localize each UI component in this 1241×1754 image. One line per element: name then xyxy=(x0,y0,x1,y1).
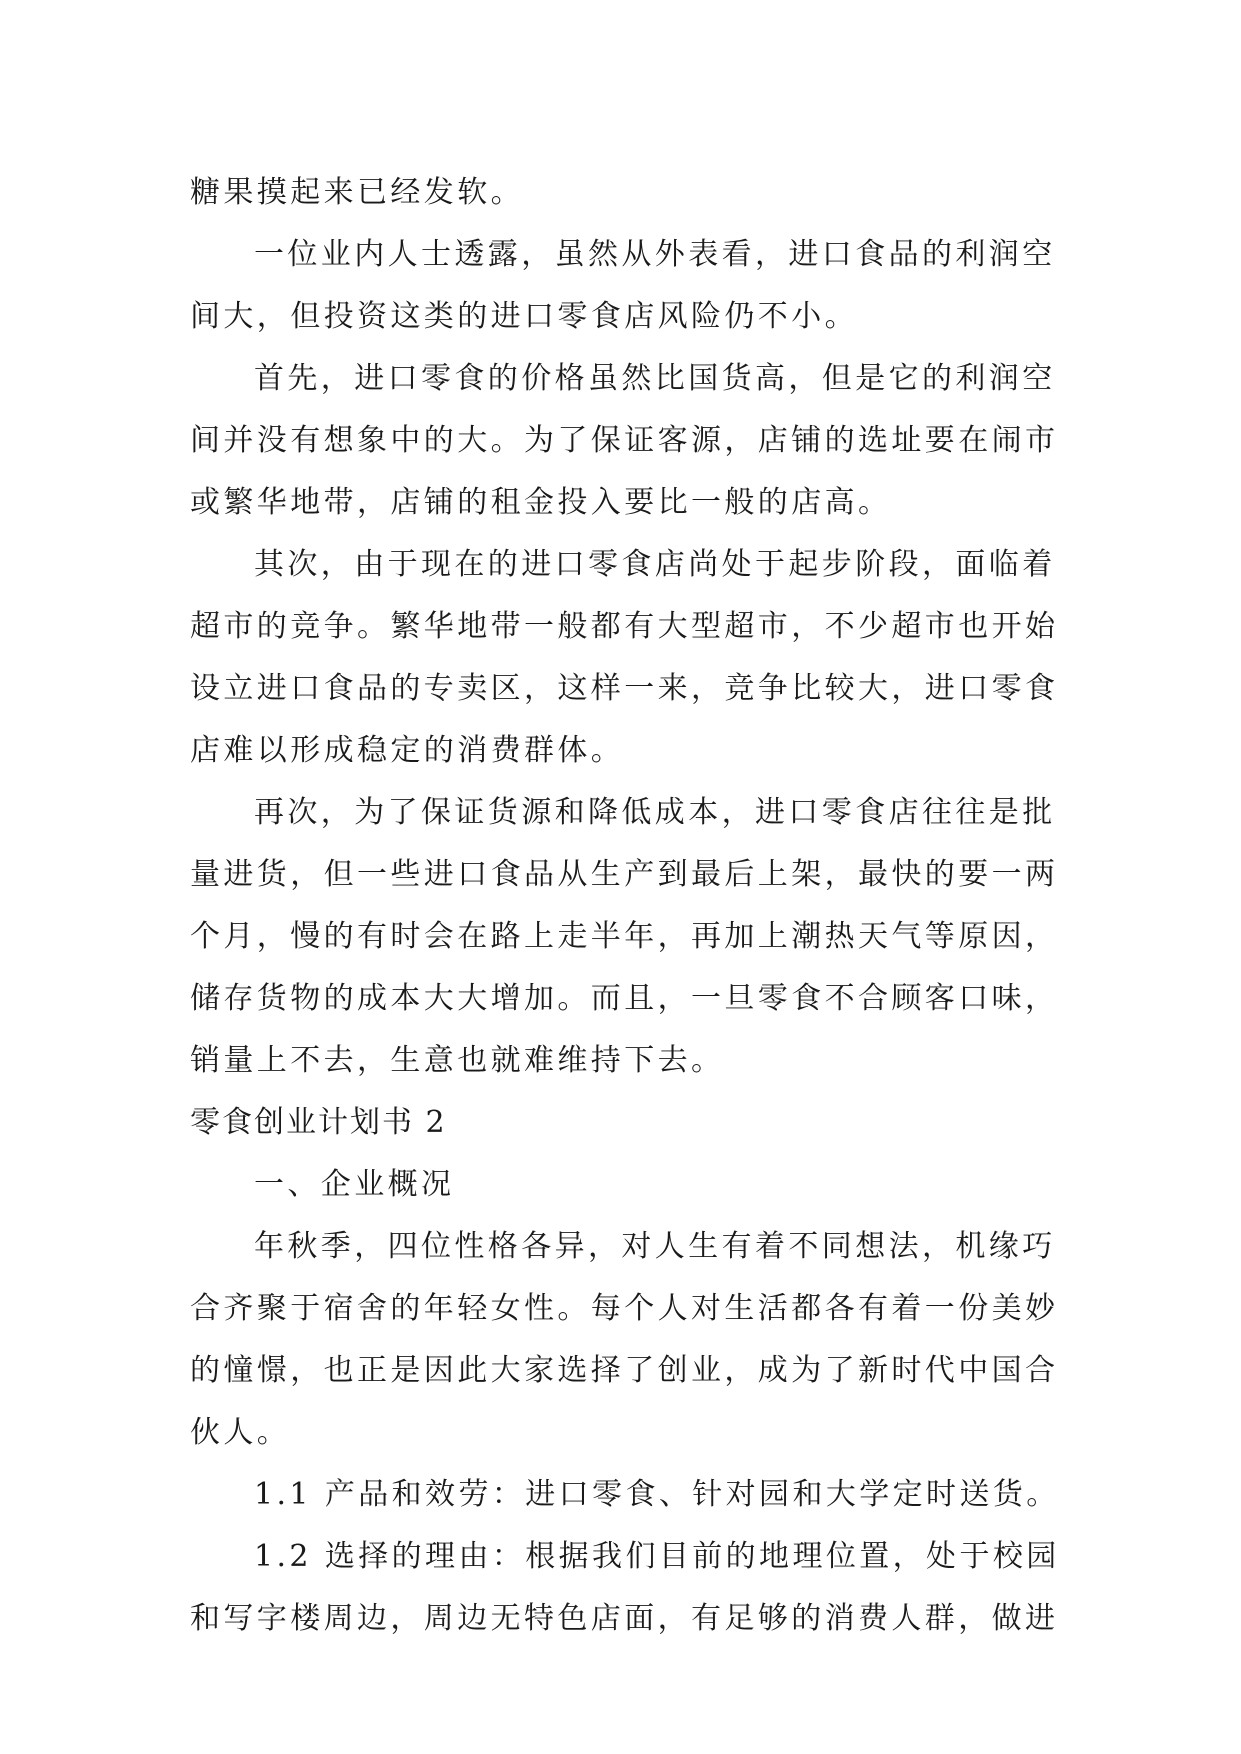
text-line: 糖果摸起来已经发软。 xyxy=(190,175,524,210)
text-line: 年秋季，四位性格各异，对人生有着不同想法，机缘巧 xyxy=(254,1229,1056,1264)
text-line: 1.1 产品和效劳：进口零食、针对园和大学定时送货。 xyxy=(254,1477,1060,1512)
text-line: 间大，但投资这类的进口零食店风险仍不小。 xyxy=(190,299,858,334)
text-line: 超市的竞争。繁华地带一般都有大型超市，不少超市也开始 xyxy=(190,609,1059,644)
text-line: 或繁华地带，店铺的租金投入要比一般的店高。 xyxy=(190,485,892,520)
text-line: 和写字楼周边，周边无特色店面，有足够的消费人群，做进 xyxy=(190,1601,1059,1636)
subsection-heading: 一、企业概况 xyxy=(254,1167,455,1202)
text-line: 的憧憬，也正是因此大家选择了创业，成为了新时代中国合 xyxy=(190,1353,1059,1388)
text-line: 设立进口食品的专卖区，这样一来，竞争比较大，进口零食 xyxy=(190,671,1059,706)
text-line: 间并没有想象中的大。为了保证客源，店铺的选址要在闹市 xyxy=(190,423,1059,458)
text-line: 销量上不去，生意也就难维持下去。 xyxy=(190,1043,725,1078)
text-line: 再次，为了保证货源和降低成本，进口零食店往往是批 xyxy=(254,795,1056,830)
text-line: 店难以形成稳定的消费群体。 xyxy=(190,733,625,768)
section-heading: 零食创业计划书 2 xyxy=(190,1105,447,1140)
text-line: 其次，由于现在的进口零食店尚处于起步阶段，面临着 xyxy=(254,547,1056,582)
text-line: 储存货物的成本大大增加。而且，一旦零食不合顾客口味， xyxy=(190,981,1059,1016)
text-line: 合齐聚于宿舍的年轻女性。每个人对生活都各有着一份美妙 xyxy=(190,1291,1059,1326)
text-line: 1.2 选择的理由：根据我们目前的地理位置，处于校园 xyxy=(254,1539,1060,1574)
text-line: 首先，进口零食的价格虽然比国货高，但是它的利润空 xyxy=(254,361,1056,396)
text-line: 量进货，但一些进口食品从生产到最后上架，最快的要一两 xyxy=(190,857,1059,892)
text-line: 个月，慢的有时会在路上走半年，再加上潮热天气等原因， xyxy=(190,919,1059,954)
text-line: 一位业内人士透露，虽然从外表看，进口食品的利润空 xyxy=(254,237,1056,272)
text-line: 伙人。 xyxy=(190,1415,291,1450)
document-body xyxy=(190,162,1060,1650)
